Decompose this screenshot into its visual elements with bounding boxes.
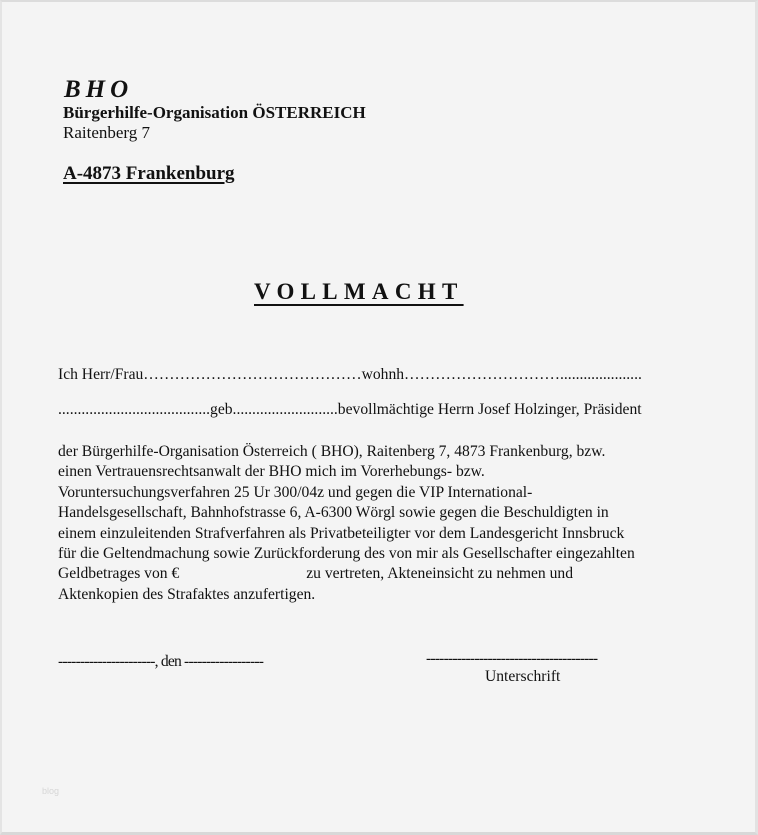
body-line: Voruntersuchungsverfahren 25 Ur 300/04z und gegen die VIP International- xyxy=(58,483,533,501)
org-name: Bürgerhilfe-Organisation ÖSTERREICH xyxy=(63,103,366,122)
form-line-birth-authorization: .......................................geb...........................bevollmächtige Herrn Josef Holzinger, Präsident xyxy=(58,401,642,418)
signature-line: --------------------------------------- xyxy=(426,650,598,667)
amount-suffix: zu vertreten, Akteneinsicht zu nehmen und xyxy=(306,565,573,583)
body-line: einem einzuleitenden Strafverfahren als Privatbeteiligter vor dem Landesgericht Innsbruck xyxy=(58,524,625,542)
signature-caption: Unterschrift xyxy=(485,668,561,685)
form-line-name-address: Ich Herr/Frau……………………………………wohnh…………………………..................... xyxy=(58,366,642,383)
place-date-line: ----------------------, den ------------------ xyxy=(58,653,264,670)
document-title: VOLLMACHT xyxy=(254,279,464,304)
body-line: Handelsgesellschaft, Bahnhofstrasse 6, A-6300 Wörgl sowie gegen die Beschuldigten in xyxy=(58,504,609,522)
amount-prefix: Geldbetrages von € xyxy=(58,565,180,583)
org-street: Raitenberg 7 xyxy=(63,123,151,142)
body-line: für die Geltendmachung sowie Zurückforderung des von mir als Gesellschafter eingezahlten xyxy=(58,545,635,563)
body-line: einen Vertrauensrechtsanwalt der BHO mich im Vorerhebungs- bzw. xyxy=(58,463,485,481)
body-line: Aktenkopien des Strafaktes anzufertigen. xyxy=(58,585,316,603)
org-abbreviation: BHO xyxy=(64,76,134,103)
body-paragraph xyxy=(58,442,635,605)
org-city: A-4873 Frankenburg xyxy=(63,163,235,184)
body-line-amount xyxy=(58,564,635,584)
watermark: blog xyxy=(42,786,60,796)
body-line: der Bürgerhilfe-Organisation Österreich ( BHO), Raitenberg 7, 4873 Frankenburg, bzw. xyxy=(58,443,606,460)
